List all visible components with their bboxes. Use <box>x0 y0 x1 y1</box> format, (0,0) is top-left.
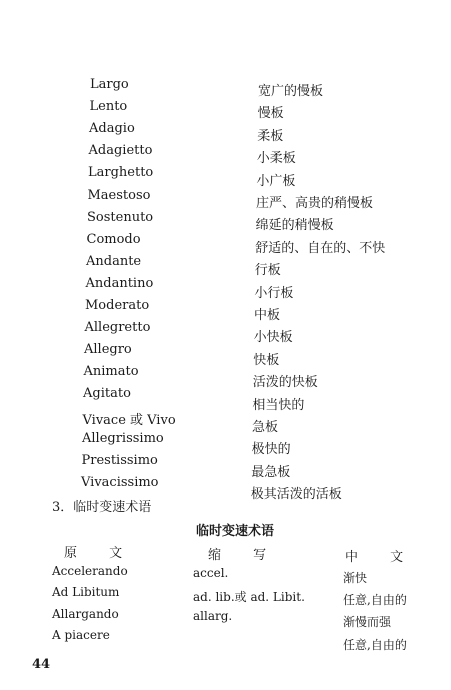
tempo-term-italian: Allegro <box>84 342 132 358</box>
tempo-term-chinese: 小柔板 <box>256 151 296 167</box>
tempo-term-italian: Larghetto <box>88 165 154 181</box>
tempo-term-italian: Vivacissimo <box>81 474 159 490</box>
tempo-term-italian: Andante <box>86 253 142 269</box>
page-number: 44 <box>32 657 51 672</box>
tempo-term-italian: Comodo <box>86 231 141 247</box>
tempo-term-chinese: 小快板 <box>253 330 293 346</box>
header-chinese: 中 文 <box>345 550 418 565</box>
tempo-term-chinese: 中板 <box>254 308 281 323</box>
tempo-term-chinese: 慢板 <box>257 106 284 122</box>
tempo-term-chinese: 小广板 <box>256 173 296 189</box>
tempo-term-italian: Allegrissimo <box>82 430 164 446</box>
tempo-term-italian: Prestissimo <box>81 452 158 468</box>
tempo-term-italian: Allegretto <box>84 320 151 336</box>
tempo-term-chinese: 相当快的 <box>252 397 305 413</box>
tempo-term-italian: Sostenuto <box>87 209 154 225</box>
cell-chinese: 任意,自由的 <box>343 637 407 652</box>
tempo-term-italian: Lento <box>89 99 128 115</box>
tempo-term-chinese: 行板 <box>254 263 281 279</box>
tempo-term-chinese: 活泼的快板 <box>252 375 318 391</box>
tempo-term-chinese: 绵延的稍慢板 <box>255 218 334 234</box>
section-heading: 3．临时变速术语 <box>52 500 152 515</box>
tempo-term-chinese: 舒适的、自在的、不快 <box>255 240 386 256</box>
cell-chinese: 渐慢而强 <box>343 615 392 630</box>
tempo-term-chinese: 最急板 <box>251 464 291 480</box>
header-original: 原 文 <box>64 546 137 561</box>
cell-original: Allargando <box>52 606 119 621</box>
tempo-term-chinese: 极快的 <box>251 442 291 458</box>
tempo-term-italian: Agitato <box>83 386 131 402</box>
tempo-term-chinese: 快板 <box>253 352 280 368</box>
tempo-term-italian: Maestoso <box>87 187 151 203</box>
cell-abbrev: allarg. <box>193 609 233 623</box>
tempo-term-chinese: 柔板 <box>257 128 284 144</box>
cell-chinese: 任意,自由的 <box>343 593 407 608</box>
cell-original: Ad Libitum <box>52 585 120 600</box>
tempo-term-italian: Adagio <box>89 121 135 137</box>
table-caption: 临时变速术语 <box>196 524 275 539</box>
cell-original: A piacere <box>52 627 110 642</box>
cell-chinese: 渐快 <box>343 571 368 585</box>
tempo-term-italian: Vivace 或 Vivo <box>82 412 176 428</box>
cell-abbrev: ad. lib.或 ad. Libit. <box>193 589 305 604</box>
tempo-term-italian: Animato <box>83 364 139 380</box>
tempo-term-italian: Adagietto <box>88 143 153 159</box>
tempo-term-chinese: 小行板 <box>254 285 294 301</box>
tempo-term-chinese: 极其活泼的活板 <box>250 487 342 503</box>
tempo-term-italian: Moderato <box>85 298 150 313</box>
tempo-term-chinese: 急板 <box>252 420 279 435</box>
tempo-term-italian: Largo <box>90 77 129 92</box>
tempo-term-chinese: 庄严、高贵的稍慢板 <box>256 196 374 211</box>
tempo-term-italian: Andantino <box>85 275 154 291</box>
tempo-term-chinese: 宽广的慢板 <box>258 84 324 99</box>
header-abbrev: 缩 写 <box>208 548 281 563</box>
cell-original: Accelerando <box>52 564 128 578</box>
cell-abbrev: accel. <box>193 566 229 580</box>
